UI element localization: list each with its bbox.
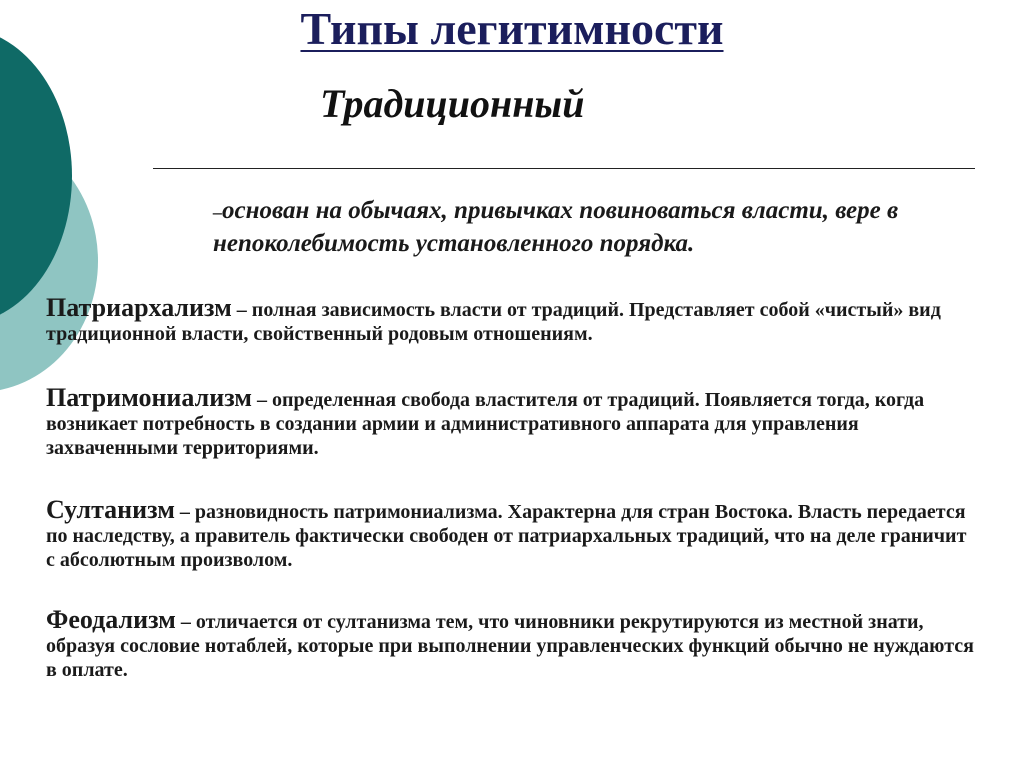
item-description: отличается от султанизма тем, что чиновники рекрутируются из местной знати, образуя сословие нотаблей, которые при выполнении управленческих функций обычно не нуждаются в оплате.: [46, 611, 974, 681]
divider-line: [153, 168, 975, 169]
slide-subtitle: Традиционный: [320, 81, 585, 126]
item-patriarchalism: [46, 293, 976, 346]
definition-body: основан на обычаях, привычках повиноваться власти, вере в непоколебимость установленного порядка.: [213, 197, 899, 257]
item-feudalism: [46, 605, 976, 682]
item-patrimonialism: [46, 383, 976, 460]
item-separator: –: [175, 611, 196, 633]
item-sultanism: [46, 495, 976, 572]
item-description: определенная свобода властителя от традиций. Появляется тогда, когда возникает потребность в создании армии и административного аппарата для управления захваченными территориями.: [46, 389, 925, 459]
item-term: Патриархализм: [46, 293, 232, 322]
definition-dash: –: [213, 202, 222, 222]
item-separator: –: [174, 501, 195, 523]
item-description: полная зависимость власти от традиций. Представляет собой «чистый» вид традиционной власти, свойственный родовым отношениям.: [46, 299, 941, 345]
item-term: Патримониализм: [46, 383, 252, 412]
item-description: разновидность патримониализма. Характерна для стран Востока. Власть передается по наследству, а правитель фактически свободен от патриархальных традиций, что на деле граничит с абсолютным произволом.: [46, 501, 967, 571]
item-term: Султанизм: [46, 495, 175, 524]
item-term: Феодализм: [46, 605, 176, 634]
item-separator: –: [252, 389, 272, 411]
item-separator: –: [231, 299, 252, 321]
slide-title: Типы легитимности: [300, 3, 724, 54]
definition-text: [213, 195, 973, 259]
